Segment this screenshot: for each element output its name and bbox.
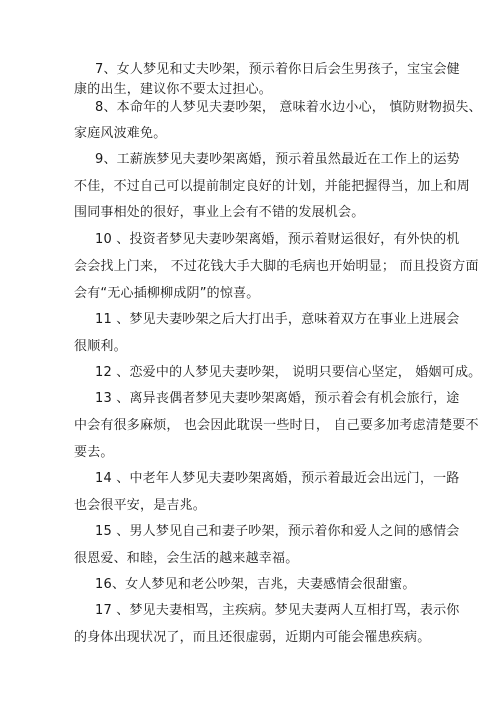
paragraph-13-line-3: 要去。 bbox=[74, 445, 114, 460]
paragraph-9-line-2: 不佳，不过自己可以提前制定良好的计划，并能把握得当，加上和周 bbox=[74, 179, 471, 194]
paragraph-15-line-2: 很恩爱、和睦，会生活的越来越幸福。 bbox=[74, 551, 299, 566]
paragraph-14-line-2: 也会很平安，是吉兆。 bbox=[74, 498, 207, 513]
paragraph-10-line-2: 会会找上门来， 不过花钱大手大脚的毛病也开始明显； 而且投资方面 bbox=[74, 259, 479, 274]
paragraph-7-line-2: 康的出生，建议你不要太过担心。 bbox=[74, 82, 273, 97]
paragraph-17-line-1: 17 、梦见夫妻相骂，主疾病。梦见夫妻两人互相打骂，表示你 bbox=[95, 603, 460, 618]
paragraph-10-line-1: 10 、投资者梦见夫妻吵架离婚，预示着财运很好，有外快的机 bbox=[95, 232, 460, 247]
paragraph-14-line-1: 14 、中老年人梦见夫妻吵架离婚，预示着最近会出远门，一路 bbox=[95, 471, 460, 486]
paragraph-11-line-2: 很顺利。 bbox=[74, 339, 127, 354]
paragraph-12-line-1: 12 、恋爱中的人梦见夫妻吵架， 说明只要信心坚定， 婚姻可成。 bbox=[95, 365, 482, 380]
paragraph-9-line-3: 围同事相处的很好，事业上会有不错的发展机会。 bbox=[74, 205, 365, 220]
paragraph-16-line-1: 16、女人梦见和老公吵架，吉兆，夫妻感情会很甜蜜。 bbox=[95, 577, 416, 592]
paragraph-9-line-1: 9、工薪族梦见夫妻吵架离婚，预示着虽然最近在工作上的运势 bbox=[95, 152, 460, 167]
paragraph-8-line-1: 8、本命年的人梦见夫妻吵架， 意味着水边小心， 慎防财物损失、 bbox=[95, 100, 482, 115]
paragraph-8-line-2: 家庭风波难免。 bbox=[74, 126, 167, 141]
paragraph-10-line-3: 会有“无心插柳柳成阴”的惊喜。 bbox=[74, 286, 260, 301]
paragraph-11-line-1: 11 、梦见夫妻吵架之后大打出手，意味着双方在事业上进展会 bbox=[95, 312, 460, 327]
paragraph-17-line-2: 的身体出现状况了，而且还很虚弱，近期内可能会罹患疾病。 bbox=[74, 630, 431, 645]
paragraph-15-line-1: 15 、男人梦见自己和妻子吵架，预示着你和爱人之间的感情会 bbox=[95, 524, 460, 539]
paragraph-7-line-1: 7、女人梦见和丈夫吵架，预示着你日后会生男孩子，宝宝会健 bbox=[95, 62, 460, 77]
paragraph-13-line-2: 中会有很多麻烦， 也会因此耽误一些时日， 自己要多加考虑清楚要不 bbox=[74, 418, 479, 433]
paragraph-13-line-1: 13 、离异丧偶者梦见夫妻吵架离婚，预示着会有机会旅行，途 bbox=[95, 391, 460, 406]
